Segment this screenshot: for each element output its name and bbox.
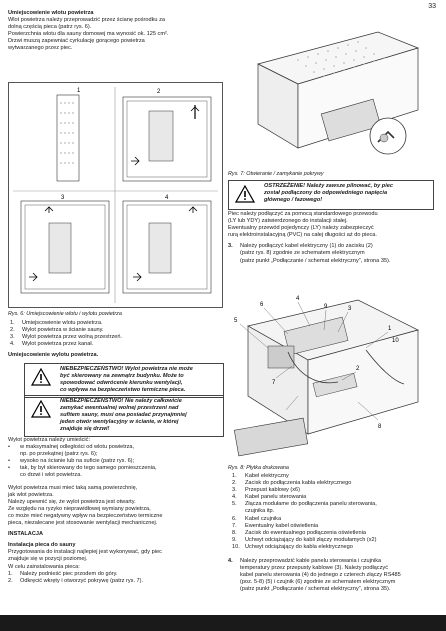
list-item: 1. Umiejscowienie wlotu powietrza. [10,320,103,326]
fig8-label-4: 4 [296,296,300,302]
legend-item: 4. Kabel panelu sterowania [232,494,307,501]
para-air-inlet-4: Drzwi muszą zapewniać cyrkulację gorącego powietrza [8,38,145,45]
heading-air-inlet: Umiejscowienie wlotu powietrza [8,10,94,16]
legend-item: 6. Kabel czujnika [232,515,282,522]
fig8-label-6: 6 [260,302,264,308]
figure-8-pcb [228,286,426,463]
fig8-caption: Rys. 8: Płytka drukowana [228,465,289,471]
pcb-legend [232,473,432,551]
legend-item: 2. Zacisk do podłączenia kabla elektrycznego [232,480,352,487]
figure-6-ventilation [8,82,223,308]
para-air-inlet-1: Wlot powietrza należy przeprowadzić przez ścianę pośrodku za [8,17,166,24]
bullet-item: • tak, by był skierowany do tego samego pomieszczenia, co drzwi i wlot powietrza. [8,465,157,479]
warning-icon [28,366,54,395]
list-item: 3. Wylot powietrza przez wolną przestrzeń. [10,334,123,341]
step-4: 4. Należy przeprowadzić kable panelu sterowania i czujnika temperatury przez przepusty kablowe (3). Należy podłączyć kabel panelu sterowania (4) do jednego z czterech złączy RS485 (poz. 5-8) (5) i czujnik (6) zgodnie ze schematem elektrycznym (patrz punkt „Podłączanie / schemat elektryczny”, strona 35). [228,558,401,593]
legend-item: 1. Kabel elektryczny [232,473,289,479]
fig6-label-3: 3 [61,195,65,201]
list-item: 2. Odkręcić wkręty i otworzyć pokrywę (patrz rys. 7). [8,577,144,584]
right-para: Piec należy podłączyć za pomocą standardowego przewodu (LY lub YDY) zatwierdzonego do instalacji stałej. Ewentualny przewód pojedynczy (LY) należy zabezpieczyć rurą elektroinstalacyjną (PVC) na całej długości aż do pieca. 3. Należy podłączyć kabel elektryczny (1) do zacisku (2) (patrz rys. 8) zgodnie ze schematem elektrycznym (patrz punkt „Podłączanie / schemat elektryczny”, strona 35). [228,211,434,265]
fig6-label-1: 1 [77,88,81,94]
danger-warning-2: NIEBEZPIECZEŃSTWO! Nie należy całkowicie zamykać ewentualnej wolnej przestrzeni nad sufitem sauny, musi ona posiadać przynajmniej jeden otwór wentylacyjny w ścianie, w której znajduje się drzwi! [24,395,224,437]
list-item: 2. Wylot powietrza w ścianie sauny. [10,327,104,334]
bullet-item: • w maksymalnej odległości od wlotu powietrza, np. po przekątnej (patrz rys. 6); [8,444,135,458]
warning-icon [28,398,54,434]
list-item: 4. Wylot powietrza przez kanał. [10,341,94,348]
warning-icon [232,183,258,207]
legend-item: czujnika itp. [245,508,275,515]
fig8-label-1: 1 [388,326,392,332]
fig6-caption: Rys. 6: Umiejscowienie wlotu i wylotu powietrza [8,311,122,317]
fig8-label-2: 2 [356,366,360,372]
fig6-label-2: 2 [157,89,161,95]
legend-item: 7. Ewentualny kabel oświetlenia [232,522,319,529]
para-air-inlet-5: wytwarzanego przez piec. [8,45,73,52]
bullet-item: • wysoko na ścianie lub na suficie (patrz rys. 6); [8,458,135,465]
left-outlet-section: Wylot powietrza należy umieścić: • w maksymalnej odległości od wlotu powietrza, np. po przekątnej (patrz rys. 6); • wysoko na ścianie lub na suficie (patrz rys. 6); • tak, by był skierowany do tego samego pomieszczenia, co drzwi i wlot powietrza. Wylot powietrza musi mieć taką samą powierzchnię, jak wlot powietrza. Należy upewnić się, że wylot powietrza jest otwarty. Ze względu na ryzyko nieprawidłowej wymiany powietrza, co może mieć negatywny wpływ na bezpieczeństwo termiczne pieca, niezalecane jest stosowanie wentylacji mechanicznej. INSTALACJA Instalacja pieca do sauny Przygotowania do instalacji najlepiej jest wykonywać, gdy piec znajduje się w pozycji poziomej. W celu zainstalowania pieca: 1. Należy podnieść piec przodem do góry. 2. Odkręcić wkręty i otworzyć pokrywę (patrz rys. 7). [8,437,222,585]
heading-air-outlet: Umiejscowienie wylotu powietrza. [8,352,99,358]
danger-warning-1: NIEBEZPIECZEŃSTWO! Wylot powietrza nie może być skierowany na zewnątrz budynku. Może to spowodować odwrócenie kierunku wentylacji, co wpływa na bezpieczeństwo termiczne pieca. [24,363,224,398]
legend-item: 8. Zacisk do ewentualnego podłączenia oświetlenia [232,529,366,536]
legend-item: 10. Uchwyt odciążający do kabla elektrycznego [232,543,353,550]
cover-illustration [228,14,434,166]
left-column [8,10,222,53]
left-list-1 [10,320,220,348]
fig7-caption: Rys. 7: Otwieranie / zamykanie pokrywy [228,171,324,177]
fig8-label-7: 7 [272,380,276,386]
list-item: 1. Należy podnieść piec przodem do góry. [8,570,118,577]
fig8-label-9: 9 [324,304,328,310]
ventilation-diagram [9,83,222,307]
fig6-label-4: 4 [165,195,169,201]
heading-heater-install: Instalacja pieca do sauny [8,542,76,549]
pcb-illustration [228,286,426,463]
step-3: 3. Należy podłączyć kabel elektryczny (1) do zacisku (2) (patrz rys. 8) zgodnie ze schematem elektrycznym (patrz punkt „Podłączanie / schemat elektryczny”, strona 35). [228,243,391,264]
page-footer-bar [0,615,446,631]
page-number: 33 [428,3,436,10]
legend-item: 9. Uchwyt odciążający do kabli złączy modułamych (x2) [232,536,377,543]
para-air-inlet-3: Powierzchnia wlotu dla sauny domowej ma wynosić ok. 125 cm². [8,31,169,38]
para-air-inlet-2: dolną częścią pieca (patrz rys. 6). [8,24,92,31]
fig8-label-5: 5 [234,318,238,324]
fig8-label-3: 3 [348,306,352,312]
figure-7-cover [228,14,434,166]
legend-item: 3. Przepust kablowy (x6) [232,487,301,494]
fig8-label-10: 10 [392,338,399,344]
legend-item: 5. Złącza modułame do podłączenia panelu sterowania, [232,501,377,508]
fig8-label-8: 8 [378,424,382,430]
caution-warning: OSTRZEŻENIE! Należy zawsze pilnować, by piec został podłączony do odpowiedniego napięcia głównego / fazowego! [228,180,434,210]
heading-installation: INSTALACJA [8,531,44,538]
